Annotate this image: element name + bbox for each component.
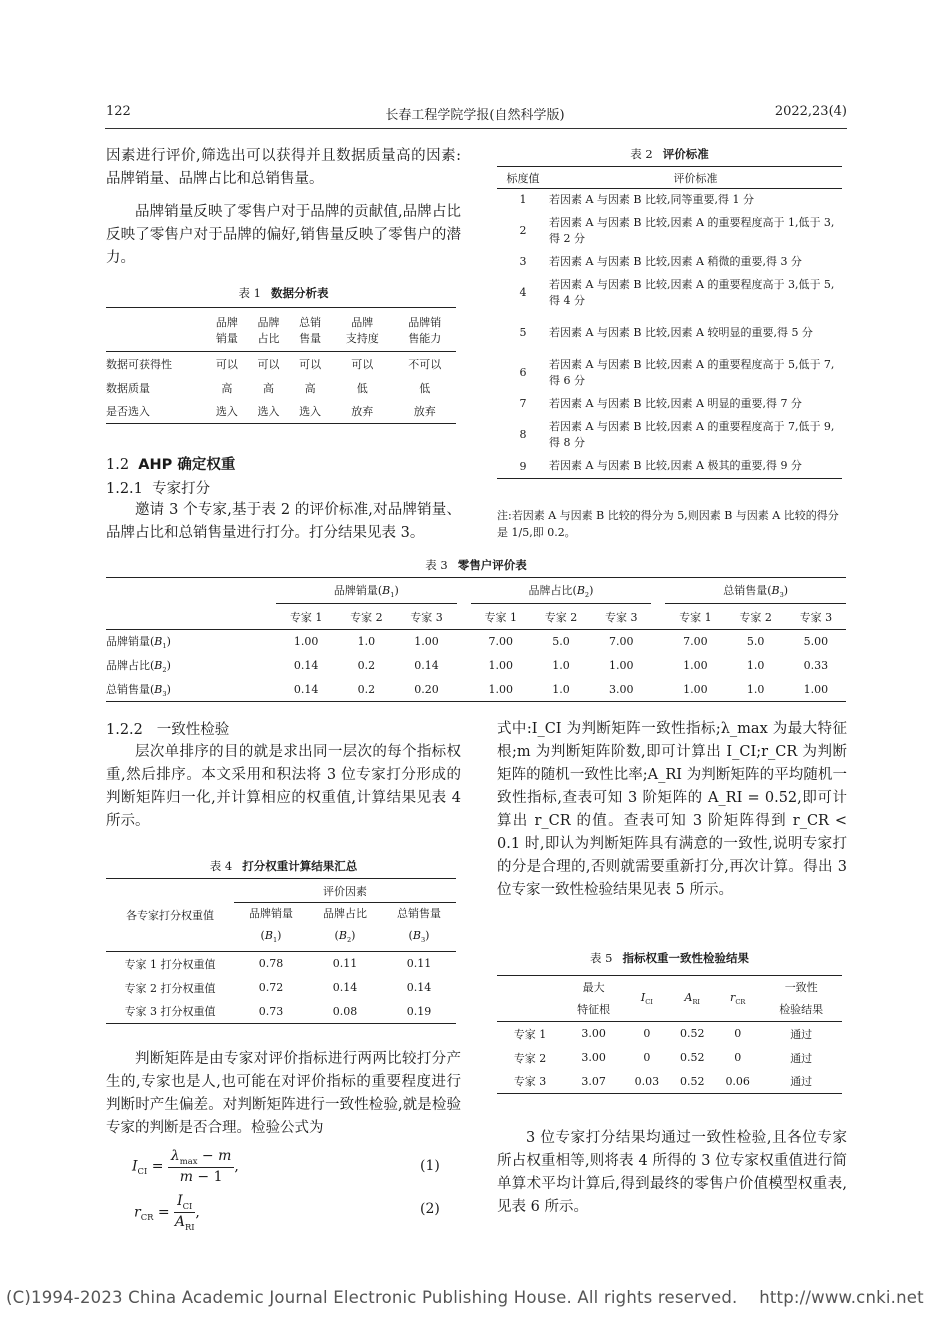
- table-row: 6 若因素 A 与因素 B 比较,因素 A 的重要程度高于 5,低于 7,得 6 分: [519, 357, 835, 387]
- equation-2-label: (2): [420, 1201, 440, 1217]
- table2-caption: 表 2 评价标准: [630, 147, 709, 161]
- table1-header: 品牌销 售能力: [408, 315, 442, 345]
- table4-caption: 表 4 打分权重计算结果汇总: [209, 859, 358, 873]
- table2: 标度值 评价标准 1 若因素 A 与因素 B 比较,同等重要,得 1 分 2 若因素 A 与因素 B 比较,因素 A 的重要程度高于 1,低于 3,得 2 分 3 若因素 A 与因素 B 比较,因素 A 稍微的重要,得 3 分 4 若因素 A 与因素 B 比较,因素 A 的重要程度高于 3,低于 5,得 4 分 5 若因素 A 与因素 B 比较,因素 A 较明显的重要,得 5 分 6 若因素 A 与因素 B 比较,因素 A 的重要程度高于 5,低于 7,得 6 分 7 若因素 A 与因素 B 比较,因素 A 明显的重要,得 7 分 8 若因素 A 与因素 B 比较,因素 A 的重要程度高于 7,低于 9,得 8 分 9 若因素 A 与因素 B 比较,因素 A 极其的重要,得 9 分: [497, 166, 842, 479]
- section-heading-1-2: 1.2 AHP 确定权重: [106, 457, 236, 473]
- table1-title: 数据分析表: [270, 286, 329, 300]
- equation-1: $I_{CI}$ = $\frac{\lambda_{max} - m}{m - 1}$ ,: [132, 1148, 239, 1185]
- table-row: 专家 2 3.00 0 0.52 0 通过: [513, 1051, 813, 1065]
- table1-header: 品牌 销量: [215, 315, 238, 345]
- table5-header: 一致性 检验结果: [779, 980, 824, 1016]
- equation-2: $r_{CR}$ = $\frac{I_{CI}}{A_{RI}}$ ,: [134, 1193, 200, 1232]
- paragraph-1-2-1: 邀请 3 个专家,基于表 2 的评价标准,对品牌销量、品牌占比和总销售量进行打分。打分结果见表 3。: [106, 502, 461, 541]
- table1: [106, 307, 456, 424]
- table-row: 品牌占比$(B_2)$ 0.14 0.2 0.14 1.00 1.0 1.00 1.00 1.0 0.33: [106, 658, 829, 675]
- table-row: 专家 2 打分权重值 0.72 0.14 0.14: [124, 981, 432, 995]
- intro-paragraph-2: 品牌销量反映了零售户对于品牌的贡献值,品牌占比反映了零售户对于品牌的偏好,销售量反映了零售户的潜力。: [106, 204, 461, 266]
- table3-group-header: 品牌销量$(B_1)$: [276, 578, 457, 604]
- table5: [497, 975, 842, 1094]
- table-row: 是否选入 选入 选入 选入 放弃 放弃: [106, 400, 456, 424]
- table-row: 2 若因素 A 与因素 B 比较,因素 A 的重要程度高于 1,低于 3,得 2 分: [519, 215, 835, 245]
- table3: 品牌销量$(B_1)$ 品牌占比$(B_2)$ 总销售量$(B_3)$ 专家 1 专家 2 专家 3 专家 1 专家 2 专家 3 专家 1 专家 2 专家 3 品牌销量$(B_1)$ 1.00 1.0 1.00 7.00 5.0 7.00 7.00 5.0 5.00 品牌占比$(B_2)$ 0.14 0.2 0.14 1.00 1.0 1.00 1.00 1.0 0.33 总销售量$(B_3)$ 0.14 0.2 0.20 1.00 1.0 3.00 1.00 1.0 1.00: [106, 577, 846, 702]
- right-paragraph-1: 式中:I_CI 为判断矩阵一致性指标;λ_max 为最大特征根;m 为判断矩阵阶数,即可计算出 I_CI;r_CR 为判断矩阵的随机一致性比率;A_RI 为判断矩阵的平均随机一致性指标,查表可知 3 阶矩阵的 A_RI = 0.52,即可计算出 r_CR 的值。查表可知 3 阶矩阵得到 r_CR < 0.1 时,即认为判断矩阵具有满意的一致性,说明专家打的分是合理的,否则就需要重新打分,再次计算。得出 3 位专家一致性检验结果见表 5 所示。: [497, 721, 847, 898]
- table3-caption: 表 3 零售户评价表: [425, 558, 527, 572]
- table-row: 总销售量$(B_3)$ 0.14 0.2 0.20 1.00 1.0 3.00 1.00 1.0 1.00: [106, 678, 846, 702]
- table-row: 专家 3 3.07 0.03 0.52 0.06 通过: [497, 1070, 842, 1094]
- table-row: 专家 1 3.00 0 0.52 0 通过: [513, 1027, 813, 1041]
- left-intro: [106, 145, 461, 270]
- paragraph-1-2-2: 层次单排序的目的就是求出同一层次的每个指标权重,然后排序。本文采用和积法将 3 位专家打分形成的判断矩阵归一化,并计算相应的权重值,计算结果见表 4 所示。: [106, 744, 461, 829]
- table5-header: $r_{CR}$: [730, 990, 746, 1007]
- header-rule: [105, 128, 847, 129]
- table4: 各专家打分权重值 评价因素 品牌销量 $(B_1)$ 品牌占比 $(B_2)$ 总销售量 $(B_3)$ 专家 1 打分权重值 0.78 0.11 0.11 专家 2 打分权重值 0.72 0.14 0.14 专家 3 打分权重值 0.73 0.08 0.19: [106, 878, 456, 1024]
- issue-info: 2022,23(4): [774, 104, 847, 119]
- right-paragraph-2: 3 位专家打分结果均通过一致性检验,且各位专家所占权重相等,则将表 4 所得的 3 位专家权重值进行简单算术平均计算后,得到最终的零售户价值模型权重表,见表 6 所示。: [497, 1130, 847, 1215]
- table1-header: 品牌 占比: [257, 315, 280, 345]
- table-row: 专家 1 打分权重值 0.78 0.11 0.11: [124, 957, 432, 971]
- table-row: 9 若因素 A 与因素 B 比较,因素 A 极其的重要,得 9 分: [497, 455, 842, 479]
- table1-header: 品牌 支持度: [345, 315, 379, 345]
- table5-header: 最大 特征根: [577, 980, 611, 1016]
- table-row: 5 若因素 A 与因素 B 比较,因素 A 较明显的重要,得 5 分: [519, 325, 813, 339]
- table4-header: 品牌销量 $(B_1)$: [249, 907, 293, 945]
- section-heading-1-2-2: 1.2.2 一致性检验: [106, 722, 230, 738]
- table1-number: 表 1: [238, 286, 261, 300]
- table3-group-header: 总销售量$(B_3)$: [665, 578, 846, 604]
- page-number: 122: [106, 104, 131, 119]
- table-row: 8 若因素 A 与因素 B 比较,因素 A 的重要程度高于 7,低于 9,得 8 分: [519, 419, 835, 449]
- table-row: 1 若因素 A 与因素 B 比较,同等重要,得 1 分: [519, 192, 754, 207]
- journal-title: 长春工程学院学报(自然科学版): [385, 108, 565, 123]
- table-row: 品牌销量$(B_1)$ 1.00 1.0 1.00 7.00 5.0 7.00 7.00 5.0 5.00: [106, 635, 829, 651]
- table5-header: $A_{RI}$: [684, 990, 701, 1007]
- table5-header: $I_{CI}$: [640, 990, 653, 1007]
- table4-header: 品牌占比 $(B_2)$: [323, 907, 367, 945]
- table-row: 4 若因素 A 与因素 B 比较,因素 A 的重要程度高于 3,低于 5,得 4 分: [519, 277, 835, 307]
- table-row: 专家 3 打分权重值 0.73 0.08 0.19: [106, 1000, 456, 1024]
- table4-header: 总销售量 $(B_3)$: [397, 907, 441, 945]
- table2-note: 注:若因素 A 与因素 B 比较的得分为 5,则因素 B 与因素 A 比较的得分是 1/5,即 0.2。: [497, 509, 839, 539]
- section-heading-1-2-1: 1.2.1 专家打分: [106, 481, 211, 497]
- table-row: 3 若因素 A 与因素 B 比较,因素 A 稍微的重要,得 3 分: [519, 254, 802, 268]
- paragraph-matrix: 判断矩阵是由专家对评价指标进行两两比较打分产生的,专家也是人,也可能在对评价指标的重要程度进行判断时产生偏差。对判断矩阵进行一致性检验,就是检验专家的判断是否合理。检验公式为: [106, 1051, 461, 1136]
- table-row: 数据可获得性 可以 可以 可以 可以 不可以: [106, 357, 442, 371]
- table1-caption: [106, 285, 461, 301]
- equation-1-label: (1): [420, 1158, 440, 1174]
- table-row: 7 若因素 A 与因素 B 比较,因素 A 明显的重要,得 7 分: [519, 396, 802, 410]
- table3-group-header: 品牌占比$(B_2)$: [471, 578, 652, 604]
- table-row: 数据质量 高 高 高 低 低: [106, 381, 431, 395]
- table5-caption: 表 5 指标权重一致性检验结果: [590, 951, 749, 965]
- intro-paragraph-1: 因素进行评价,筛选出可以获得并且数据质量高的因素:品牌销量、品牌占比和总销售量。: [106, 148, 461, 187]
- table1-header: 总销 售量: [299, 315, 322, 345]
- copyright-footer: (C)1994-2023 China Academic Journal Electronic Publishing House. All rights reserved. http://www.cnki.net: [6, 1288, 924, 1307]
